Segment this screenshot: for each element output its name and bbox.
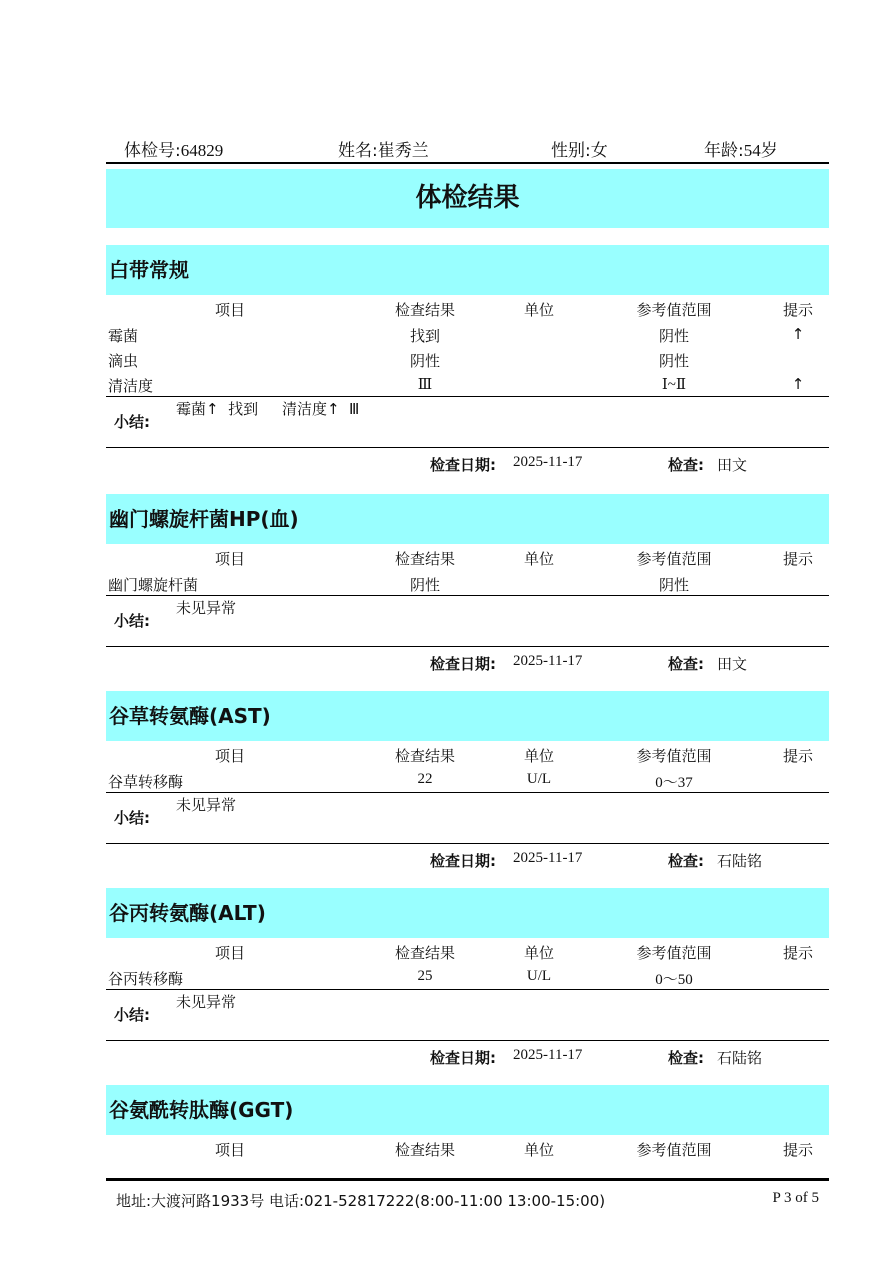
row-unit: U/L [526,968,552,984]
summary-text: 未见异常 [176,599,237,617]
col-item: 项目 [214,944,246,962]
column-headers [106,544,829,570]
col-hint: 提示 [782,550,814,568]
exam-date-line [106,647,829,683]
footer-address: 地址:大渡河路1933号 电话:021-52817222(8:00-11:00 13:00-15:00) [116,1192,606,1210]
section-ast [106,691,829,880]
patient-name: 姓名:崔秀兰 [338,141,429,161]
section-title: 谷草转氨酶(AST) [106,691,829,741]
summary-label: 小结: [114,809,150,827]
exam-date: 2025-11-17 [513,454,583,470]
exam-number: 体检号:64829 [124,141,224,161]
doctor-name: 田文 [717,655,748,673]
section-title: 幽门螺旋杆菌HP(血) [106,494,829,544]
row-item: 霉菌 [108,327,139,345]
row-item: 幽门螺旋杆菌 [108,576,199,594]
section-title: 谷氨酰转肽酶(GGT) [106,1085,829,1135]
col-range: 参考值范围 [636,1141,712,1159]
section-hp [106,494,829,683]
column-headers [106,1135,829,1161]
col-unit: 单位 [523,550,555,568]
summary-text: 未见异常 [176,796,237,814]
col-unit: 单位 [523,1141,555,1159]
col-item: 项目 [214,550,246,568]
col-range: 参考值范围 [636,550,712,568]
page-title: 体检结果 [106,169,829,228]
row-result: 找到 [409,327,441,345]
table-row [106,964,829,989]
summary [106,596,829,646]
column-headers [106,741,829,767]
summary [106,793,829,843]
date-label: 检查日期: [430,1049,496,1067]
section-alt [106,888,829,1077]
table-row [106,321,829,346]
row-hint: ↑ [791,325,805,343]
page-number: P 3 of 5 [772,1190,819,1206]
col-result: 检查结果 [394,944,456,962]
col-range: 参考值范围 [636,747,712,765]
row-range: 阴性 [658,327,690,345]
col-hint: 提示 [782,301,814,319]
table-row [106,767,829,792]
row-result: 阴性 [409,352,441,370]
table-row [106,346,829,371]
row-result: Ⅲ [417,377,433,393]
row-range: 0～50 [655,972,693,988]
summary [106,990,829,1040]
exam-date: 2025-11-17 [513,653,583,669]
col-result: 检查结果 [394,1141,456,1159]
doctor-name: 石陆铭 [717,852,763,870]
row-range: 阴性 [658,352,690,370]
col-unit: 单位 [523,944,555,962]
patient-gender: 性别:女 [551,141,608,161]
col-item: 项目 [214,301,246,319]
row-range: Ⅰ~Ⅱ [661,377,687,393]
section-leucorrhea [106,245,829,484]
col-range: 参考值范围 [636,301,712,319]
section-title: 谷丙转氨酶(ALT) [106,888,829,938]
col-unit: 单位 [523,301,555,319]
exam-date-line [106,448,829,484]
col-unit: 单位 [523,747,555,765]
col-hint: 提示 [782,747,814,765]
row-unit: U/L [526,771,552,787]
doctor-label: 检查: [668,852,704,870]
col-result: 检查结果 [394,550,456,568]
table-row [106,371,829,396]
row-item: 清洁度 [108,377,154,395]
date-label: 检查日期: [430,852,496,870]
row-result: 25 [417,968,433,984]
exam-date-line [106,844,829,880]
header-divider [106,162,829,164]
summary-text: 霉菌↑ 找到 清洁度↑ Ⅲ [176,400,360,418]
row-result: 22 [417,771,433,787]
patient-age: 年龄:54岁 [704,141,778,161]
row-range: 0～37 [655,775,693,791]
date-label: 检查日期: [430,655,496,673]
col-item: 项目 [214,747,246,765]
col-result: 检查结果 [394,301,456,319]
row-item: 谷丙转移酶 [108,970,184,988]
doctor-label: 检查: [668,456,704,474]
row-range: 阴性 [658,576,690,594]
table-row [106,570,829,595]
column-headers [106,295,829,321]
exam-date: 2025-11-17 [513,1047,583,1063]
doctor-name: 田文 [717,456,748,474]
row-item: 谷草转移酶 [108,773,184,791]
footer-divider [106,1178,829,1181]
section-title: 白带常规 [106,245,829,295]
summary-text: 未见异常 [176,993,237,1011]
row-hint: ↑ [791,375,805,393]
column-headers [106,938,829,964]
col-item: 项目 [214,1141,246,1159]
summary-label: 小结: [114,413,150,431]
date-label: 检查日期: [430,456,496,474]
col-range: 参考值范围 [636,944,712,962]
exam-date: 2025-11-17 [513,850,583,866]
col-hint: 提示 [782,944,814,962]
row-item: 滴虫 [108,352,139,370]
doctor-label: 检查: [668,655,704,673]
summary-label: 小结: [114,612,150,630]
exam-date-line [106,1041,829,1077]
row-result: 阴性 [409,576,441,594]
patient-header [106,134,829,162]
summary [106,397,829,447]
col-hint: 提示 [782,1141,814,1159]
col-result: 检查结果 [394,747,456,765]
summary-label: 小结: [114,1006,150,1024]
doctor-name: 石陆铭 [717,1049,763,1067]
section-ggt [106,1085,829,1161]
doctor-label: 检查: [668,1049,704,1067]
